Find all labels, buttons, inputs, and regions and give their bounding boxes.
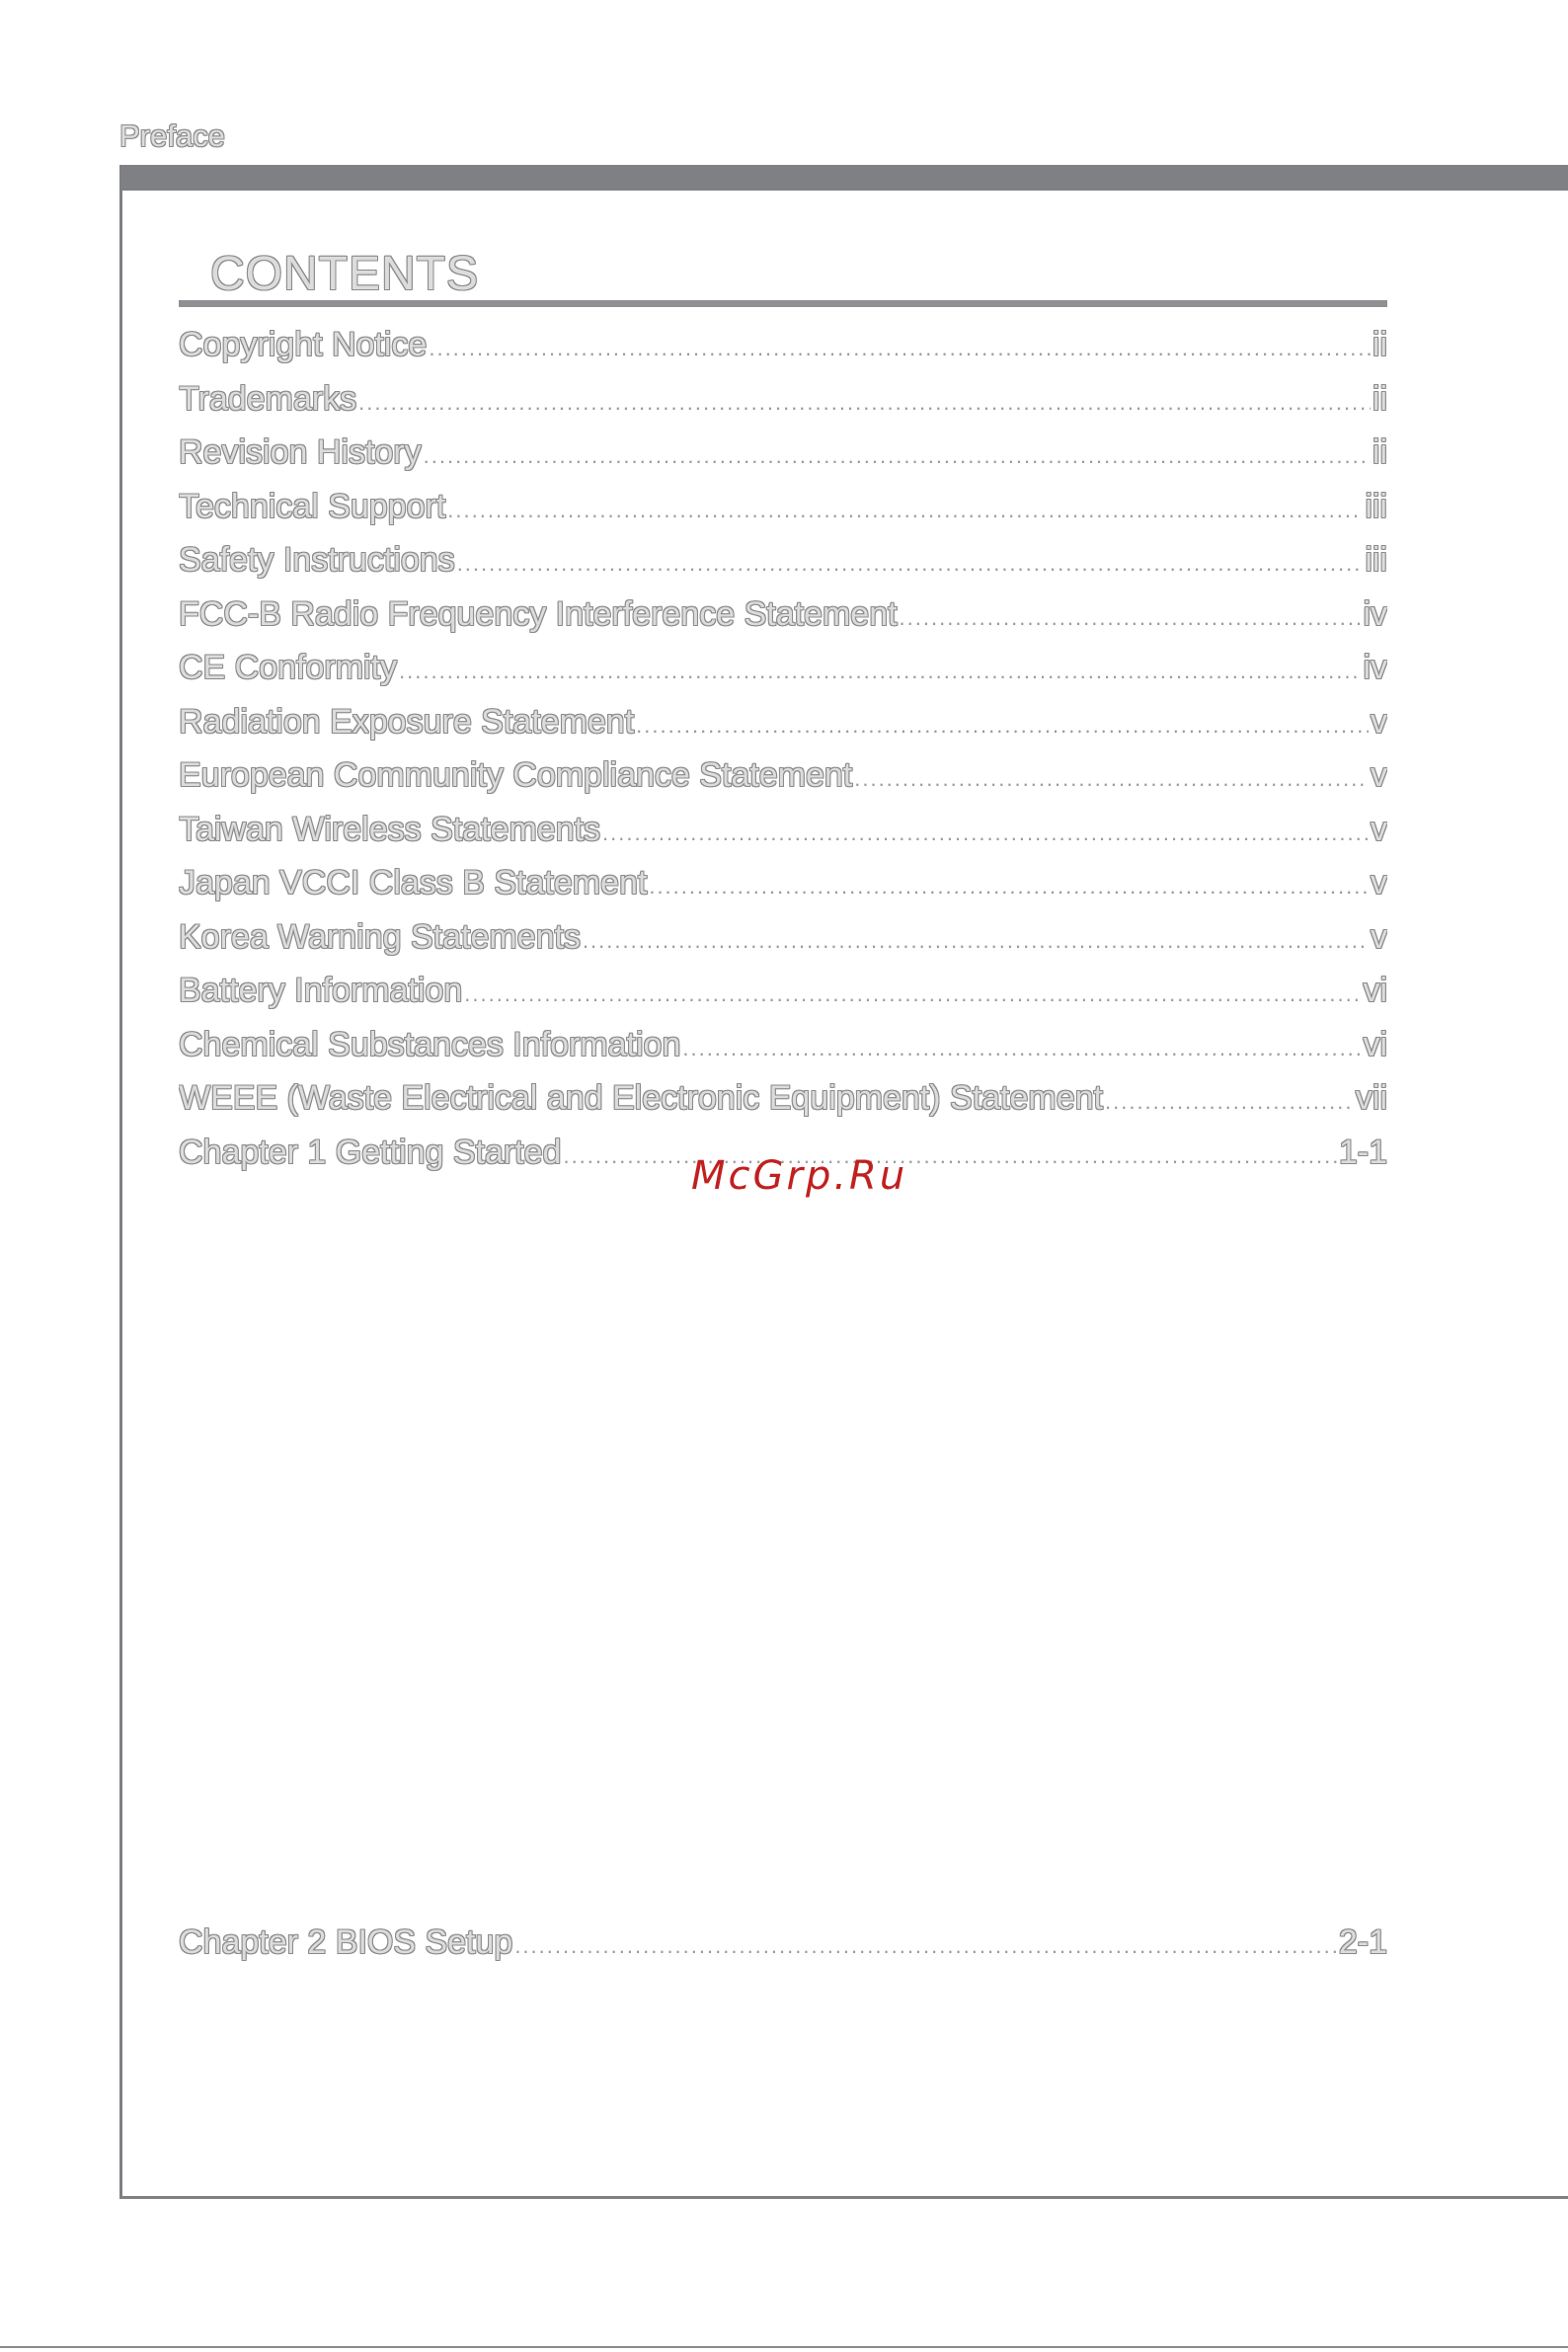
title-underline: [179, 300, 1387, 307]
toc-leader-dots: [682, 1036, 1361, 1061]
left-margin-rule: [119, 165, 122, 2199]
toc-leader-dots: [900, 605, 1362, 631]
table-of-contents: [179, 326, 1387, 1978]
toc-entry-label: FCC-B Radio Frequency Interference Statement: [179, 594, 898, 633]
toc-entry-label: Trademarks: [179, 379, 357, 418]
toc-leader-dots: [358, 390, 1371, 416]
toc-blank-space: [179, 1187, 1387, 1923]
bottom-rule: [119, 2196, 1568, 2199]
toc-entry-chapter-2[interactable]: [179, 1923, 1387, 1978]
page-edge-line: [0, 2346, 1568, 2348]
toc-entry-page: vi: [1363, 1025, 1387, 1063]
toc-entry-label: Chemical Substances Information: [179, 1025, 681, 1063]
toc-entry-page: v: [1371, 702, 1387, 741]
toc-leader-dots: [636, 713, 1369, 739]
toc-entry-battery-information[interactable]: [179, 972, 1387, 1026]
toc-entry-label: European Community Compliance Statement: [179, 756, 853, 794]
toc-entry-radiation-exposure[interactable]: [179, 703, 1387, 757]
toc-leader-dots: [854, 766, 1369, 792]
toc-entry-page: ii: [1372, 433, 1387, 471]
toc-entry-page: iii: [1365, 487, 1387, 525]
toc-entry-page: iv: [1363, 594, 1387, 633]
watermark: McGrp.Ru: [691, 1153, 908, 1199]
toc-entry-trademarks[interactable]: [179, 380, 1387, 434]
toc-entry-ce-conformity[interactable]: [179, 649, 1387, 703]
toc-leader-dots: [1105, 1089, 1354, 1115]
toc-leader-dots: [563, 1143, 1336, 1169]
toc-entry-japan-vcci[interactable]: [179, 864, 1387, 918]
toc-entry-chemical-substances[interactable]: [179, 1026, 1387, 1080]
toc-entry-label: Chapter 2 BIOS Setup: [179, 1923, 513, 1961]
toc-leader-dots: [649, 874, 1369, 900]
toc-entry-taiwan-wireless[interactable]: [179, 811, 1387, 865]
contents-title: CONTENTS: [210, 248, 479, 300]
toc-entry-page: 1-1: [1338, 1133, 1387, 1171]
toc-entry-european-community-compliance[interactable]: [179, 756, 1387, 811]
toc-entry-page: 2-1: [1338, 1923, 1387, 1961]
toc-entry-label: Radiation Exposure Statement: [179, 702, 635, 741]
toc-entry-page: v: [1371, 917, 1387, 956]
toc-entry-label: Korea Warning Statements: [179, 917, 581, 956]
toc-entry-label: Chapter 1 Getting Started: [179, 1133, 562, 1171]
toc-entry-label: Safety Instructions: [179, 541, 455, 579]
toc-leader-dots: [583, 928, 1369, 954]
toc-entry-page: ii: [1372, 379, 1387, 418]
toc-entry-page: v: [1371, 756, 1387, 794]
toc-entry-page: iii: [1365, 541, 1387, 579]
toc-entry-label: Revision History: [179, 433, 422, 471]
toc-entry-label: Japan VCCI Class B Statement: [179, 864, 648, 902]
toc-entry-label: Technical Support: [179, 487, 446, 525]
toc-entry-korea-warning[interactable]: [179, 918, 1387, 973]
toc-entry-page: ii: [1372, 326, 1387, 363]
toc-entry-revision-history[interactable]: [179, 433, 1387, 488]
toc-leader-dots: [429, 336, 1371, 361]
toc-entry-label: Copyright Notice: [179, 326, 428, 363]
toc-entry-page: vi: [1363, 972, 1387, 1009]
toc-entry-page: vii: [1355, 1079, 1387, 1117]
toc-leader-dots: [399, 659, 1361, 684]
header-bar: [119, 165, 1568, 191]
toc-entry-page: iv: [1363, 649, 1387, 686]
toc-leader-dots: [424, 443, 1371, 469]
toc-entry-safety-instructions[interactable]: [179, 541, 1387, 595]
toc-leader-dots: [447, 498, 1363, 523]
toc-entry-weee-statement[interactable]: [179, 1079, 1387, 1134]
toc-entry-label: Taiwan Wireless Statements: [179, 810, 601, 848]
toc-leader-dots: [457, 551, 1364, 577]
toc-entry-technical-support[interactable]: [179, 488, 1387, 542]
toc-leader-dots: [514, 1933, 1337, 1959]
toc-leader-dots: [464, 981, 1361, 1007]
toc-entry-label: WEEE (Waste Electrical and Electronic Equipment) Statement: [179, 1079, 1103, 1117]
toc-entry-label: CE Conformity: [179, 649, 398, 686]
toc-entry-label: Battery Information: [179, 972, 463, 1009]
toc-entry-copyright-notice[interactable]: [179, 326, 1387, 380]
section-label: Preface: [119, 118, 225, 153]
toc-entry-fcc-b-statement[interactable]: [179, 595, 1387, 650]
toc-entry-page: v: [1371, 810, 1387, 848]
toc-entry-page: v: [1371, 864, 1387, 902]
toc-leader-dots: [602, 821, 1369, 846]
